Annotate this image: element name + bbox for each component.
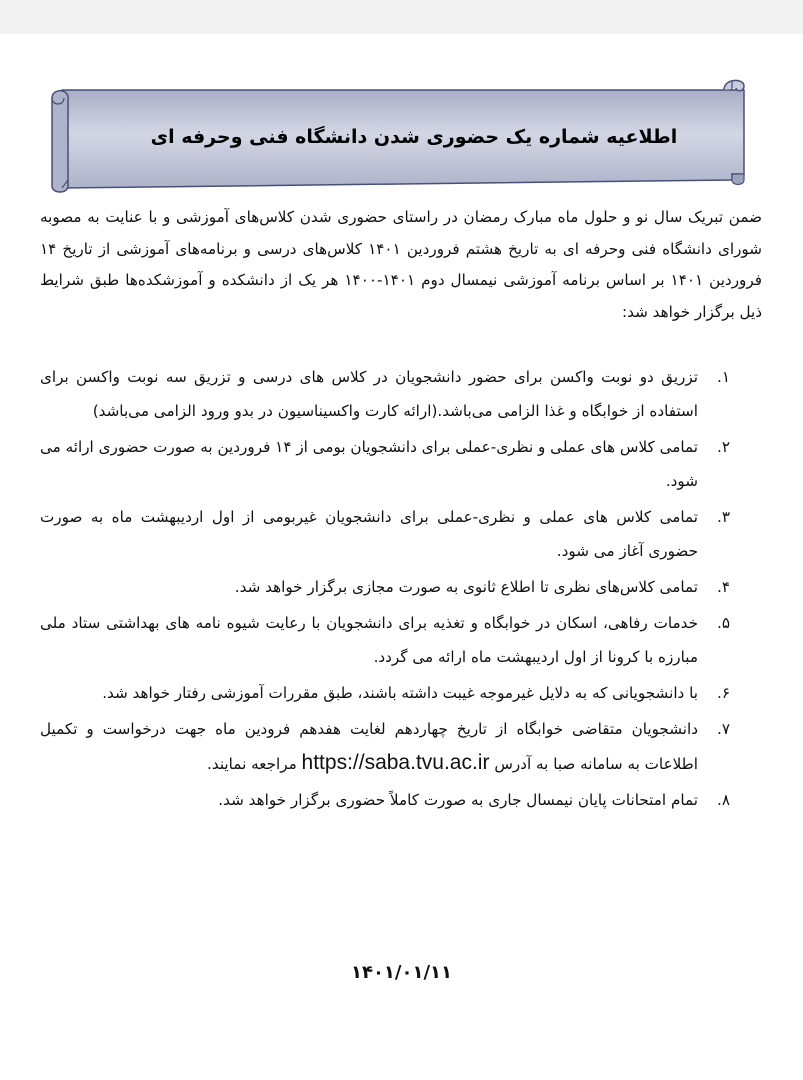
item-text: خدمات رفاهی، اسکان در خوابگاه و تغذیه برای دانشجویان با رعایت شیوه نامه های بهداشتی ستاد ملی مبارزه با کرونا از اول اردیبهشت ماه ارائه می گردد.	[40, 614, 698, 666]
list-item	[40, 606, 730, 674]
list-item	[40, 570, 730, 604]
item-number: ۱.	[717, 368, 730, 386]
item-number: ۸.	[717, 791, 730, 809]
list-item	[40, 783, 730, 817]
item-number: ۷.	[717, 720, 730, 738]
intro-paragraph	[40, 202, 762, 328]
item-number: ۶.	[717, 684, 730, 702]
list-item	[40, 500, 730, 568]
top-band	[0, 0, 803, 34]
item-number: ۵.	[717, 614, 730, 632]
item-text: تمامی کلاس های عملی و نظری-عملی برای دانشجویان غیربومی از اول اردیبهشت ماه به صورت حضوری آغاز می شود.	[40, 508, 698, 560]
conditions-list	[40, 360, 730, 819]
list-item	[40, 360, 730, 428]
item-text: با دانشجویانی که به دلایل غیرموجه غیبت داشته باشند، طبق مقررات آموزشی رفتار خواهد شد.	[102, 684, 698, 702]
item-number: ۳.	[717, 508, 730, 526]
banner-title: اطلاعیه شماره یک حضوری شدن دانشگاه فنی وحرفه ای	[150, 126, 678, 148]
item-text: دانشجویان متقاضی خوابگاه از تاریخ چهاردهم لغایت هفدهم فرودین ماه جهت درخواست و تکمیل اطلاعات به سامانه صبا به آدرس	[40, 720, 698, 773]
title-banner	[44, 76, 749, 196]
list-item	[40, 430, 730, 498]
item-text: تزریق دو نوبت واکسن برای حضور دانشجویان در کلاس های درسی و تزریق سه نوبت واکسن برای استفاده از خوابگاه و غذا الزامی می‌باشد.(ارائه کارت واکسیناسیون در بدو ورود الزامی می‌باشد)	[40, 368, 698, 420]
item-text: تمام امتحانات پایان نیمسال جاری به صورت کاملاً حضوری برگزار خواهد شد.	[218, 791, 698, 809]
item-text-after: مراجعه نمایند.	[207, 755, 297, 773]
item-number: ۲.	[717, 438, 730, 456]
intro-text: ضمن تبریک سال نو و حلول ماه مبارک رمضان در راستای حضوری شدن کلاس‌های آموزشی و با عنایت به مصوبه شورای دانشگاه فنی وحرفه ای به تاریخ هشتم فروردین ۱۴۰۱ کلاس‌های درسی و برنامه‌های آموزشی از تاریخ ۱۴ فروردین ۱۴۰۱ بر اساس برنامه آموزشی نیمسال دوم ۱۴۰۱-۱۴۰۰ هر یک از دانشکده و آموزشکده‌ها طبق شرایط ذیل برگزار خواهد شد:	[40, 208, 763, 321]
saba-url-link[interactable]: https://saba.tvu.ac.ir	[301, 751, 490, 774]
item-text: تمامی کلاس‌های نظری تا اطلاع ثانوی به صورت مجازی برگزار خواهد شد.	[234, 578, 698, 596]
announcement-date: ۱۴۰۱/۰۱/۱۱	[350, 962, 453, 983]
list-item	[40, 712, 730, 781]
list-item	[40, 676, 730, 710]
item-number: ۴.	[717, 578, 730, 596]
item-text: تمامی کلاس های عملی و نظری-عملی برای دانشجویان بومی از ۱۴ فروردین به صورت حضوری ارائه می شود.	[40, 438, 698, 490]
